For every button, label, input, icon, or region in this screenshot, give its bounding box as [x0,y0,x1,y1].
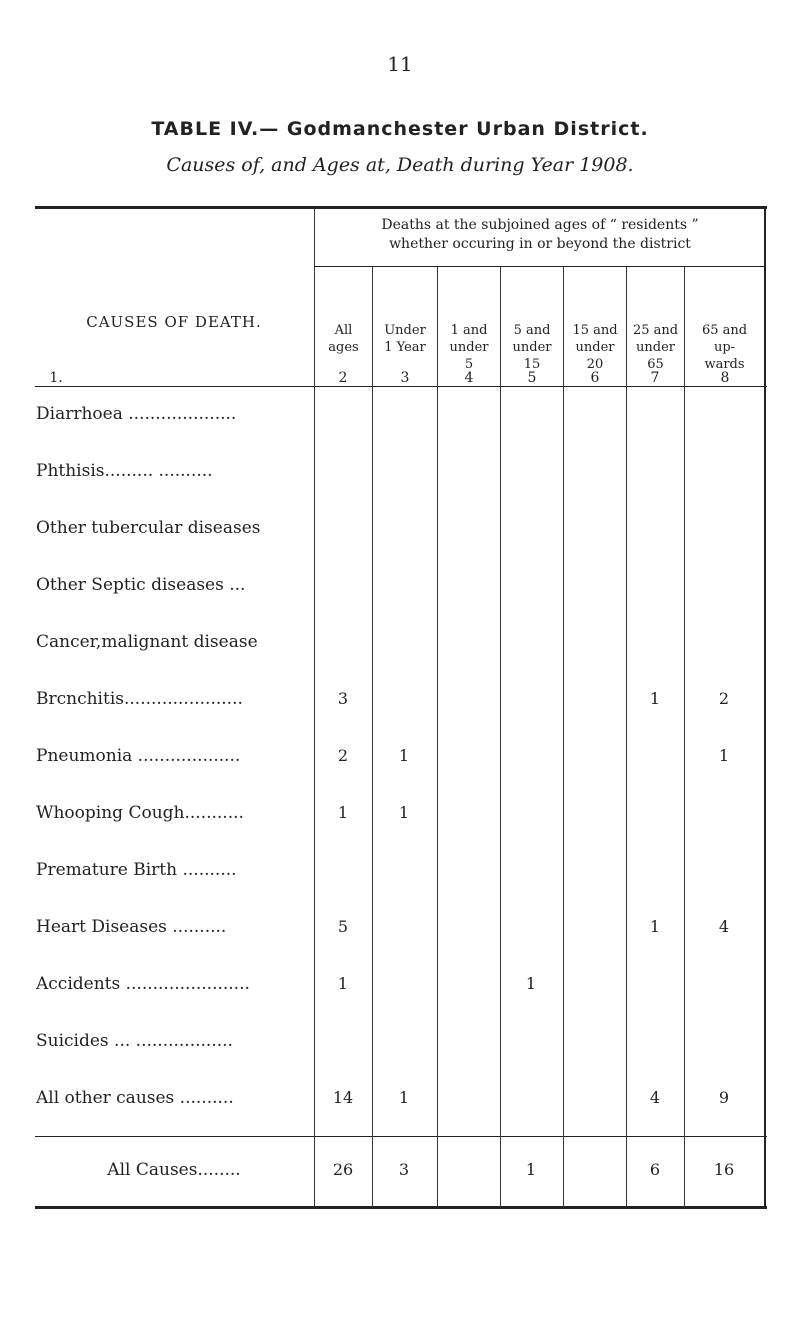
row-value-cell: 1 [718,746,730,765]
age-header-line: under [512,340,552,355]
row-cause-label: Pneumonia ................... [36,746,241,766]
column-number: 8 [720,370,730,386]
column-number: 6 [590,370,600,386]
row-cause-label: Other Septic diseases ... [36,575,246,595]
age-header-line: under [575,340,615,355]
group-header [316,216,764,254]
row-value-cell: 5 [337,917,349,936]
age-header-65-upwards [685,322,764,373]
age-header-line: 20 [586,357,604,372]
age-header-25-to-65 [627,322,684,373]
row-cause-label: Brcnchitis...................... [36,689,243,709]
row-value-cell: 1 [398,1088,410,1107]
column-number: 5 [527,370,537,386]
row-cause-label: Other tubercular diseases [36,518,261,538]
table-right-border [764,206,766,1209]
group-header-line: whether occuring in or beyond the district [389,236,691,252]
table-top-rule [35,206,767,209]
row-cause-label: Whooping Cough........... [36,803,244,823]
column-number: 3 [400,370,410,386]
age-header-15-to-20 [564,322,626,373]
age-header-line: 15 [523,357,541,372]
page-title: TABLE IV.— Godmanchester Urban District. [151,118,649,140]
column-line [500,267,501,1207]
page-subtitle: Causes of, and Ages at, Death during Year 1908. [166,154,634,176]
causes-column-number: 1. [49,370,63,386]
age-header-line: under [449,340,489,355]
column-line [437,267,438,1207]
row-value-cell: 1 [337,803,349,822]
age-header-all-ages [315,322,372,356]
age-header-line: All [334,323,353,338]
age-header-line: ages [328,340,359,355]
row-cause-label: Premature Birth .......... [36,860,237,880]
row-cause-label: Phthisis......... .......... [36,461,213,481]
row-cause-label: Heart Diseases .......... [36,917,227,937]
row-value-cell: 3 [337,689,349,708]
age-header-line: 5 [464,357,474,372]
total-value-cell: 3 [398,1160,410,1179]
column-line [626,267,627,1207]
row-value-cell: 1 [398,746,410,765]
age-header-line: 1 Year [384,340,426,355]
total-value-cell: 6 [649,1160,661,1179]
age-header-line: under [636,340,675,355]
header-bottom-rule [35,386,767,387]
total-value-cell: 1 [525,1160,537,1179]
age-header-line: 65 [647,357,664,372]
row-value-cell: 1 [649,917,661,936]
age-header-5-to-15 [501,322,563,373]
age-header-line: Under [384,323,426,338]
row-value-cell: 4 [718,917,730,936]
table-bottom-rule [35,1206,767,1209]
group-header-rule [314,266,764,267]
total-value-cell: 16 [713,1160,735,1179]
age-header-under-1 [373,322,437,356]
totals-top-rule [35,1136,767,1137]
row-value-cell: 4 [649,1088,661,1107]
row-value-cell: 1 [649,689,661,708]
row-cause-label: Diarrhoea .................... [36,404,237,424]
age-header-line: 15 and [572,323,618,338]
column-line [563,267,564,1207]
row-value-cell: 2 [337,746,349,765]
age-header-line: 1 and [450,323,488,338]
column-line [684,267,685,1207]
row-cause-label: Suicides ... .................. [36,1031,233,1051]
row-cause-label: Cancer,malignant disease [36,632,258,652]
column-number: 4 [464,370,474,386]
row-value-cell: 1 [337,974,349,993]
age-header-line: up- [713,340,736,355]
column-line [372,267,373,1207]
row-value-cell: 2 [718,689,730,708]
age-header-line: 5 and [513,323,551,338]
totals-label: All Causes........ [107,1160,241,1180]
age-header-1-to-5 [438,322,500,373]
age-header-line: 25 and [632,323,679,338]
page-number: 11 [387,52,413,76]
row-value-cell: 14 [332,1088,354,1107]
row-value-cell: 9 [718,1088,730,1107]
column-line [314,209,315,1207]
row-value-cell: 1 [525,974,537,993]
group-header-line: Deaths at the subjoined ages of “ residents ” [381,217,699,233]
causes-header: CAUSES OF DEATH. [86,313,262,331]
total-value-cell: 26 [332,1160,354,1179]
column-number: 7 [650,370,660,386]
row-value-cell: 1 [398,803,410,822]
age-header-line: 65 and [701,323,748,338]
age-header-line: wards [704,357,745,372]
column-number: 2 [338,370,348,386]
row-cause-label: All other causes .......... [36,1088,234,1108]
row-cause-label: Accidents ....................... [36,974,250,994]
